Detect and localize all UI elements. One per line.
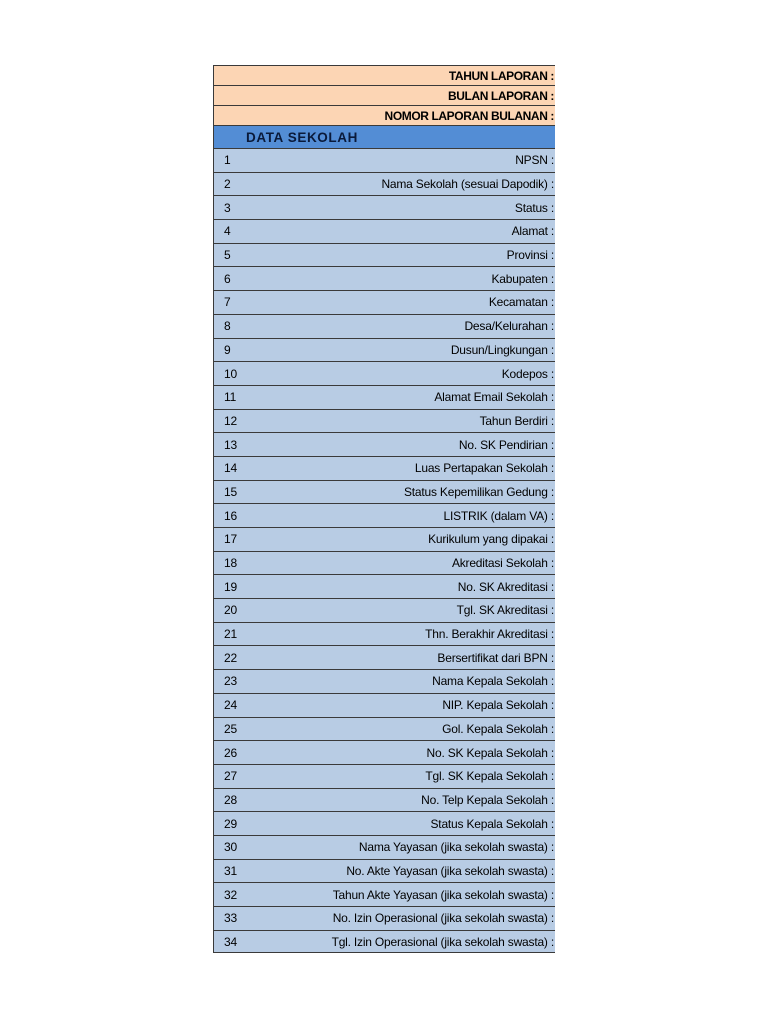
row-number: 3 xyxy=(224,200,231,215)
row-number: 21 xyxy=(224,627,237,642)
row-number: 11 xyxy=(224,390,237,405)
row-label: Status Kepemilikan Gedung : xyxy=(403,484,554,499)
row-number: 29 xyxy=(224,816,237,831)
table-row xyxy=(214,290,555,314)
row-number: 20 xyxy=(224,603,237,618)
row-number: 22 xyxy=(224,650,237,665)
row-label: No. SK Kepala Sekolah : xyxy=(426,745,554,760)
row-label: Tahun Akte Yayasan (jika sekolah swasta) : xyxy=(332,887,554,902)
row-number: 18 xyxy=(224,556,237,571)
row-label: Bersertifikat dari BPN : xyxy=(437,650,554,665)
row-number: 30 xyxy=(224,840,237,855)
row-number: 4 xyxy=(224,224,231,239)
row-number: 34 xyxy=(224,934,237,949)
row-number: 13 xyxy=(224,437,237,452)
table-row xyxy=(214,717,555,741)
row-label: Dusun/Lingkungan : xyxy=(450,342,554,357)
table-row xyxy=(214,811,555,835)
row-label: Akreditasi Sekolah : xyxy=(451,556,554,571)
row-label: Alamat Email Sekolah : xyxy=(434,390,554,405)
table-row xyxy=(214,409,555,433)
header-row-nomor-laporan xyxy=(214,105,555,125)
row-number: 8 xyxy=(224,319,231,334)
table-row xyxy=(214,598,555,622)
row-number: 1 xyxy=(224,153,231,168)
table-row xyxy=(214,172,555,196)
table-row xyxy=(214,266,555,290)
row-number: 14 xyxy=(224,461,237,476)
row-label: No. Izin Operasional (jika sekolah swasta) : xyxy=(332,911,554,926)
row-label: NIP. Kepala Sekolah : xyxy=(442,698,554,713)
row-number: 10 xyxy=(224,366,237,381)
table-row xyxy=(214,314,555,338)
table-row xyxy=(214,195,555,219)
table-row xyxy=(214,503,555,527)
row-number: 28 xyxy=(224,792,237,807)
row-number: 32 xyxy=(224,887,237,902)
data-rows xyxy=(214,148,555,953)
table-row xyxy=(214,243,555,267)
row-number: 23 xyxy=(224,674,237,689)
row-number: 27 xyxy=(224,769,237,784)
table-row xyxy=(214,764,555,788)
row-number: 25 xyxy=(224,721,237,736)
row-number: 17 xyxy=(224,532,237,547)
row-number: 6 xyxy=(224,271,231,286)
table-row xyxy=(214,148,555,172)
row-label: Kecamatan : xyxy=(488,295,554,310)
row-label: Thn. Berakhir Akreditasi : xyxy=(425,627,554,642)
row-number: 2 xyxy=(224,177,231,192)
row-label: Tgl. SK Akreditasi : xyxy=(456,603,554,618)
row-label: Nama Sekolah (sesuai Dapodik) : xyxy=(381,177,554,192)
table-row xyxy=(214,693,555,717)
row-label: Nama Yayasan (jika sekolah swasta) : xyxy=(358,840,554,855)
row-label: NPSN : xyxy=(515,153,554,168)
table-row xyxy=(214,622,555,646)
row-number: 5 xyxy=(224,248,231,263)
row-label: Kurikulum yang dipakai : xyxy=(428,532,554,547)
table-row xyxy=(214,859,555,883)
table-row xyxy=(214,432,555,456)
bulan-laporan-label: BULAN LAPORAN : xyxy=(448,88,554,103)
table-row xyxy=(214,385,555,409)
table-row xyxy=(214,456,555,480)
table-row xyxy=(214,882,555,906)
table-row xyxy=(214,527,555,551)
table-row xyxy=(214,219,555,243)
row-label: No. SK Akreditasi : xyxy=(457,579,554,594)
report-sheet xyxy=(213,65,555,953)
section-title: DATA SEKOLAH xyxy=(246,129,358,145)
row-label: Provinsi : xyxy=(506,248,554,263)
table-row xyxy=(214,338,555,362)
row-number: 26 xyxy=(224,745,237,760)
row-label: No. SK Pendirian : xyxy=(458,437,554,452)
row-label: Kabupaten : xyxy=(491,271,554,286)
row-label: Luas Pertapakan Sekolah : xyxy=(414,461,554,476)
row-number: 16 xyxy=(224,508,237,523)
row-label: Tgl. Izin Operasional (jika sekolah swasta) : xyxy=(331,934,554,949)
table-row xyxy=(214,574,555,598)
row-number: 9 xyxy=(224,342,231,357)
table-row xyxy=(214,835,555,859)
row-number: 15 xyxy=(224,484,237,499)
row-label: Gol. Kepala Sekolah : xyxy=(442,721,554,736)
row-label: Status : xyxy=(514,200,554,215)
row-label: Desa/Kelurahan : xyxy=(464,319,554,334)
row-label: Alamat : xyxy=(511,224,554,239)
table-row xyxy=(214,645,555,669)
table-row xyxy=(214,551,555,575)
row-label: Kodepos : xyxy=(501,366,554,381)
row-label: LISTRIK (dalam VA) : xyxy=(443,508,554,523)
table-row xyxy=(214,740,555,764)
table-row xyxy=(214,361,555,385)
table-row xyxy=(214,906,555,930)
table-row xyxy=(214,480,555,504)
section-header-data-sekolah xyxy=(214,125,555,148)
nomor-laporan-label: NOMOR LAPORAN BULANAN : xyxy=(384,108,554,123)
table-row xyxy=(214,669,555,693)
header-row-bulan-laporan xyxy=(214,85,555,105)
row-number: 7 xyxy=(224,295,231,310)
row-label: Nama Kepala Sekolah : xyxy=(432,674,554,689)
table-row xyxy=(214,930,555,954)
header-row-tahun-laporan xyxy=(214,65,555,85)
row-number: 33 xyxy=(224,911,237,926)
row-label: No. Akte Yayasan (jika sekolah swasta) : xyxy=(346,863,554,878)
row-label: No. Telp Kepala Sekolah : xyxy=(421,792,554,807)
table-row xyxy=(214,788,555,812)
row-number: 12 xyxy=(224,413,237,428)
row-number: 19 xyxy=(224,579,237,594)
row-number: 24 xyxy=(224,698,237,713)
row-label: Status Kepala Sekolah : xyxy=(430,816,554,831)
row-label: Tahun Berdiri : xyxy=(479,413,554,428)
row-label: Tgl. SK Kepala Sekolah : xyxy=(425,769,554,784)
row-number: 31 xyxy=(224,863,237,878)
tahun-laporan-label: TAHUN LAPORAN : xyxy=(448,68,554,83)
